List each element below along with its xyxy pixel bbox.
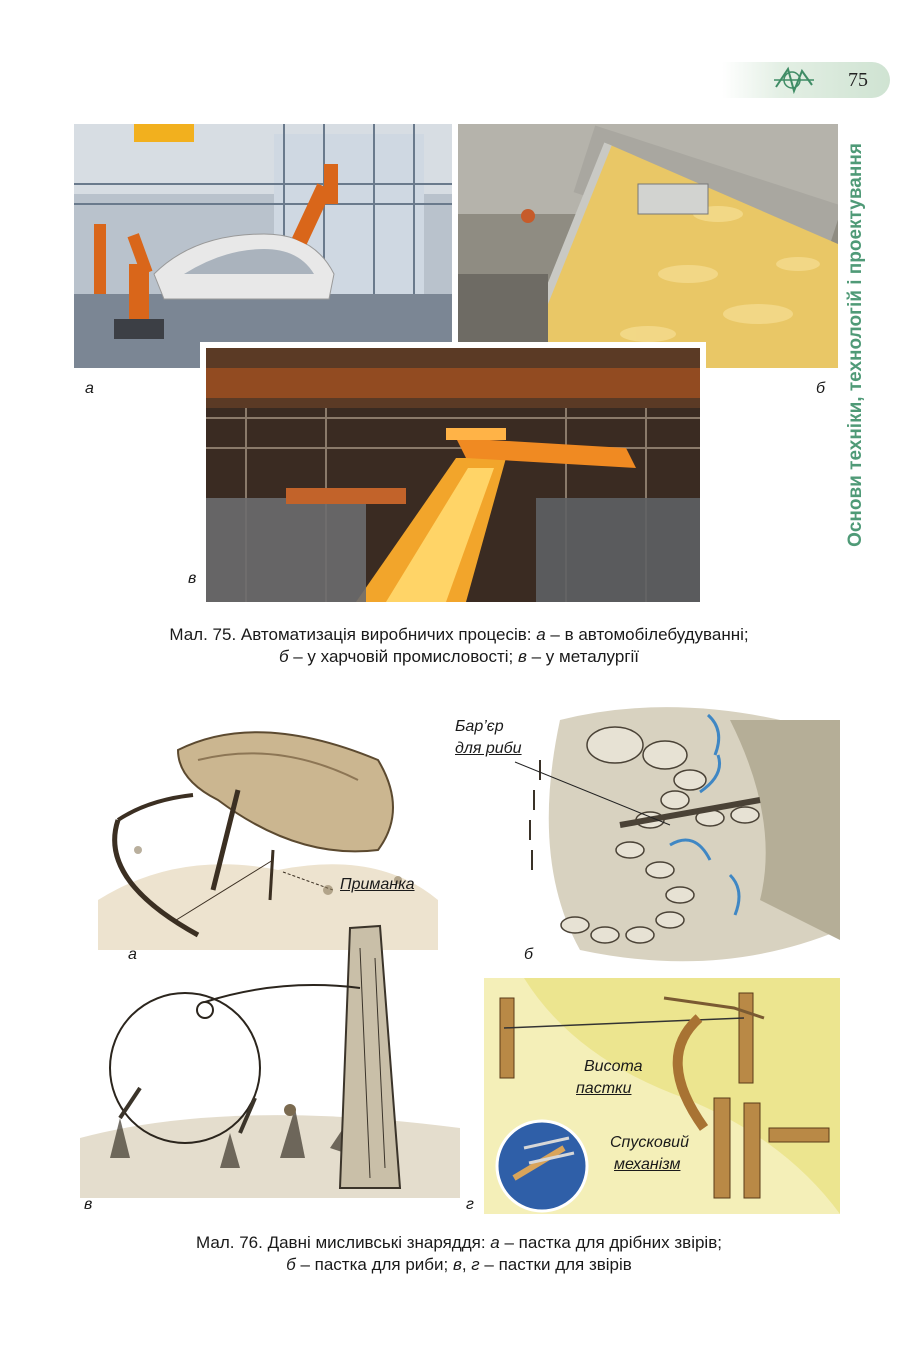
fig76-letter-v: в <box>84 1196 93 1213</box>
photo-steel-rolling-mill <box>200 342 706 608</box>
page-number: 75 <box>848 69 868 91</box>
illustration-fish-trap <box>520 700 840 970</box>
section-title-vertical <box>838 130 874 560</box>
figure76-caption <box>0 1232 918 1276</box>
label-bait: Приманка <box>340 876 415 893</box>
illustration-stone-deadfall-trap <box>78 700 448 950</box>
fig75-letter-v: в <box>188 570 197 587</box>
technology-emblem-icon <box>772 65 816 95</box>
illustration-snare-trap <box>80 918 460 1198</box>
page-number-tab <box>722 62 890 98</box>
label-trigger-line1: Спусковий <box>610 1134 689 1151</box>
barrier-leader-line <box>455 760 675 830</box>
label-trigger-line2: механізм <box>614 1156 681 1173</box>
label-fish-barrier-line2: для риби <box>455 740 522 757</box>
fig75-letter-b: б <box>816 380 825 397</box>
photo-food-production-line <box>458 124 838 368</box>
label-trap-height-line1: Висота <box>584 1058 643 1075</box>
label-fish-barrier-line1: Бар’єр <box>455 718 504 735</box>
figure75-caption-line1: Мал. 75. Автоматизація виробничих процесів: а – в автомобілебудуванні; <box>169 625 749 644</box>
label-trap-height-line2: пастки <box>576 1080 632 1097</box>
fig75-letter-a: а <box>85 380 94 397</box>
fig76-letter-g: г <box>466 1196 474 1213</box>
figure76-caption-line2: б – пастка для риби; в, г – пастки для звірів <box>286 1255 632 1274</box>
fig76-letter-a: а <box>128 946 137 963</box>
figure76-caption-line1: Мал. 76. Давні мисливські знаряддя: а – пастка для дрібних звірів; <box>196 1233 722 1252</box>
figure75-caption <box>0 624 918 668</box>
section-title-text: Основи техніки, технологій і проектування <box>845 143 866 547</box>
figure75-caption-line2: б – у харчовій промисловості; в – у металургії <box>278 647 640 666</box>
fig76-letter-b: б <box>524 946 533 963</box>
photo-car-assembly-robots <box>74 124 452 368</box>
illustration-trigger-trap <box>484 978 840 1214</box>
